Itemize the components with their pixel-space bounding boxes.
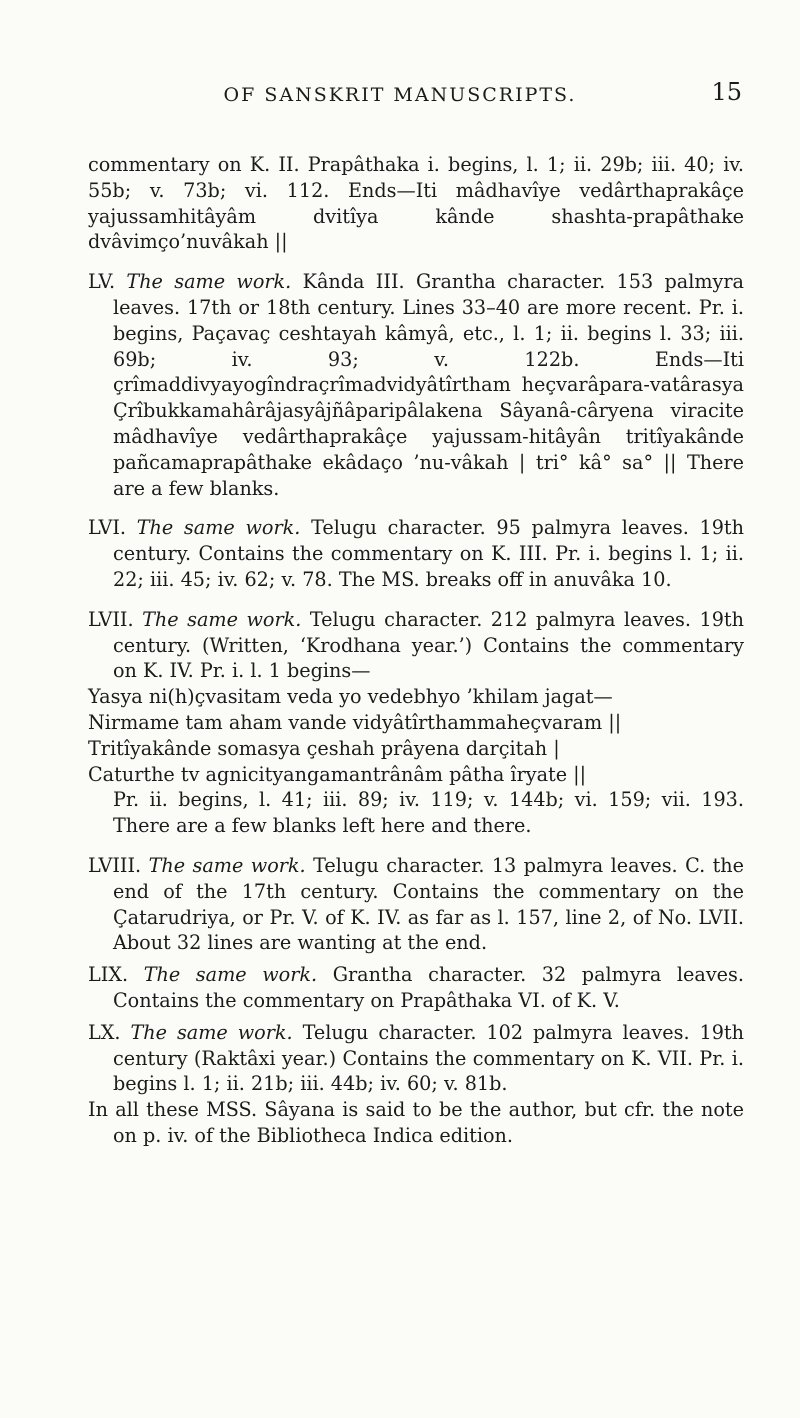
entry-lvi: [88, 515, 744, 592]
entry-work-title: The same work.: [143, 963, 318, 987]
entry-lviii: [88, 853, 744, 956]
entry-number: LVIII.: [88, 853, 142, 877]
entry-text: Telugu character. 212 palmyra leaves. 19th century. (Written, ‘Krodhana year.’) Contains the commentary on K. IV. Pr. i. l. 1 begins—: [113, 607, 744, 683]
entry-lx: [88, 1020, 744, 1097]
entry-work-title: The same work.: [130, 1020, 293, 1044]
verse-line: Nirmame tam aham vande vidyâtîrthammaheçvaram ||: [88, 710, 622, 734]
entry-text: Telugu character. 13 palmyra leaves. C. the end of the 17th century. Contains the commentary on the Çatarudriya, or Pr. V. of K. IV. as far as l. 157, line 2, of No. LVII. About 32 lines are wanting at the end.: [113, 853, 745, 955]
intro-paragraph: [88, 152, 744, 255]
entry-text: Grantha character. 32 palmyra leaves. Contains the commentary on Prapâthaka VI. of K. V.: [113, 963, 744, 1012]
entry-number: LVI.: [88, 516, 126, 540]
entry-lv: [88, 269, 744, 501]
entry-work-title: The same work.: [126, 270, 292, 294]
verse-line: Tritîyakânde somasya çeshah prâyena darçitah |: [88, 736, 560, 760]
page-body: [88, 152, 744, 1149]
closing-note: [88, 1097, 744, 1149]
verse-line: Caturthe tv agnicityangamantrânâm pâtha îryate ||: [88, 762, 587, 786]
page-number: 15: [711, 78, 742, 106]
page-header: [0, 0, 800, 150]
entry-text: Telugu character. 95 palmyra leaves. 19th century. Contains the commentary on K. III. Pr. i. begins l. 1; ii. 22; iii. 45; iv. 62; v. 78. The MS. breaks off in anuvâka 10.: [113, 516, 745, 591]
entry-number: LV.: [88, 270, 116, 294]
entry-text: Kânda III. Grantha character. 153 palmyra leaves. 17th or 18th century. Lines 33–40 are more recent. Pr. i. begins, Paçavaç ceshtayah kâmyâ, etc., l. 1; ii. begins l. 33; iii. 69b; iv. 93; v. 122b. Ends—Iti çrîmaddivyayogîndraçrîmadvidyâtîrtham heçvarâpara-vatârasya Çrîbukkamahârâjasyâjñâparipâlakena Sâyanâ-câryena viracite mâdhavîye vedârthaprakâçe yajussam-hitâyân tritîyakânde pañcamaprapâthake ekâdaço ’nu-vâkah | tri° kâ° sa° || There are a few blanks.: [113, 270, 744, 500]
paragraph-text: In all these MSS. Sâyana is said to be the author, but cfr. the note on p. iv. of the Bibliotheca Indica edition.: [88, 1098, 744, 1147]
entry-number: LIX.: [88, 963, 129, 987]
running-title: OF SANSKRIT MANUSCRIPTS.: [223, 84, 577, 106]
entry-lvii: [88, 607, 744, 839]
entry-lix: [88, 962, 744, 1014]
entry-work-title: The same work.: [148, 853, 306, 877]
entry-text-continued: Pr. ii. begins, l. 41; iii. 89; iv. 119; v. 144b; vi. 159; vii. 193. There are a few blanks left here and there.: [113, 788, 744, 838]
entry-text: Telugu character. 102 palmyra leaves. 19th century (Raktâxi year.) Contains the commentary on K. VII. Pr. i. begins l. 1; ii. 21b; iii. 44b; iv. 60; v. 81b.: [113, 1020, 744, 1096]
entry-number: LVII.: [88, 607, 134, 631]
paragraph-text: commentary on K. II. Prapâthaka i. begins, l. 1; ii. 29b; iii. 40; iv. 55b; v. 73b; vi. 112. Ends—Iti mâdhavîye vedârthaprakâçe yajussamhitâyâm dvitîya kânde shashta-prapâthake dvâvimço’nuvâkah ||: [88, 153, 744, 254]
entry-number: LX.: [88, 1020, 121, 1044]
entry-work-title: The same work.: [136, 516, 301, 540]
entry-work-title: The same work.: [142, 607, 302, 631]
verse-line: Yasya ni(h)çvasitam veda yo vedebhyo ’khilam jagat—: [88, 685, 613, 709]
